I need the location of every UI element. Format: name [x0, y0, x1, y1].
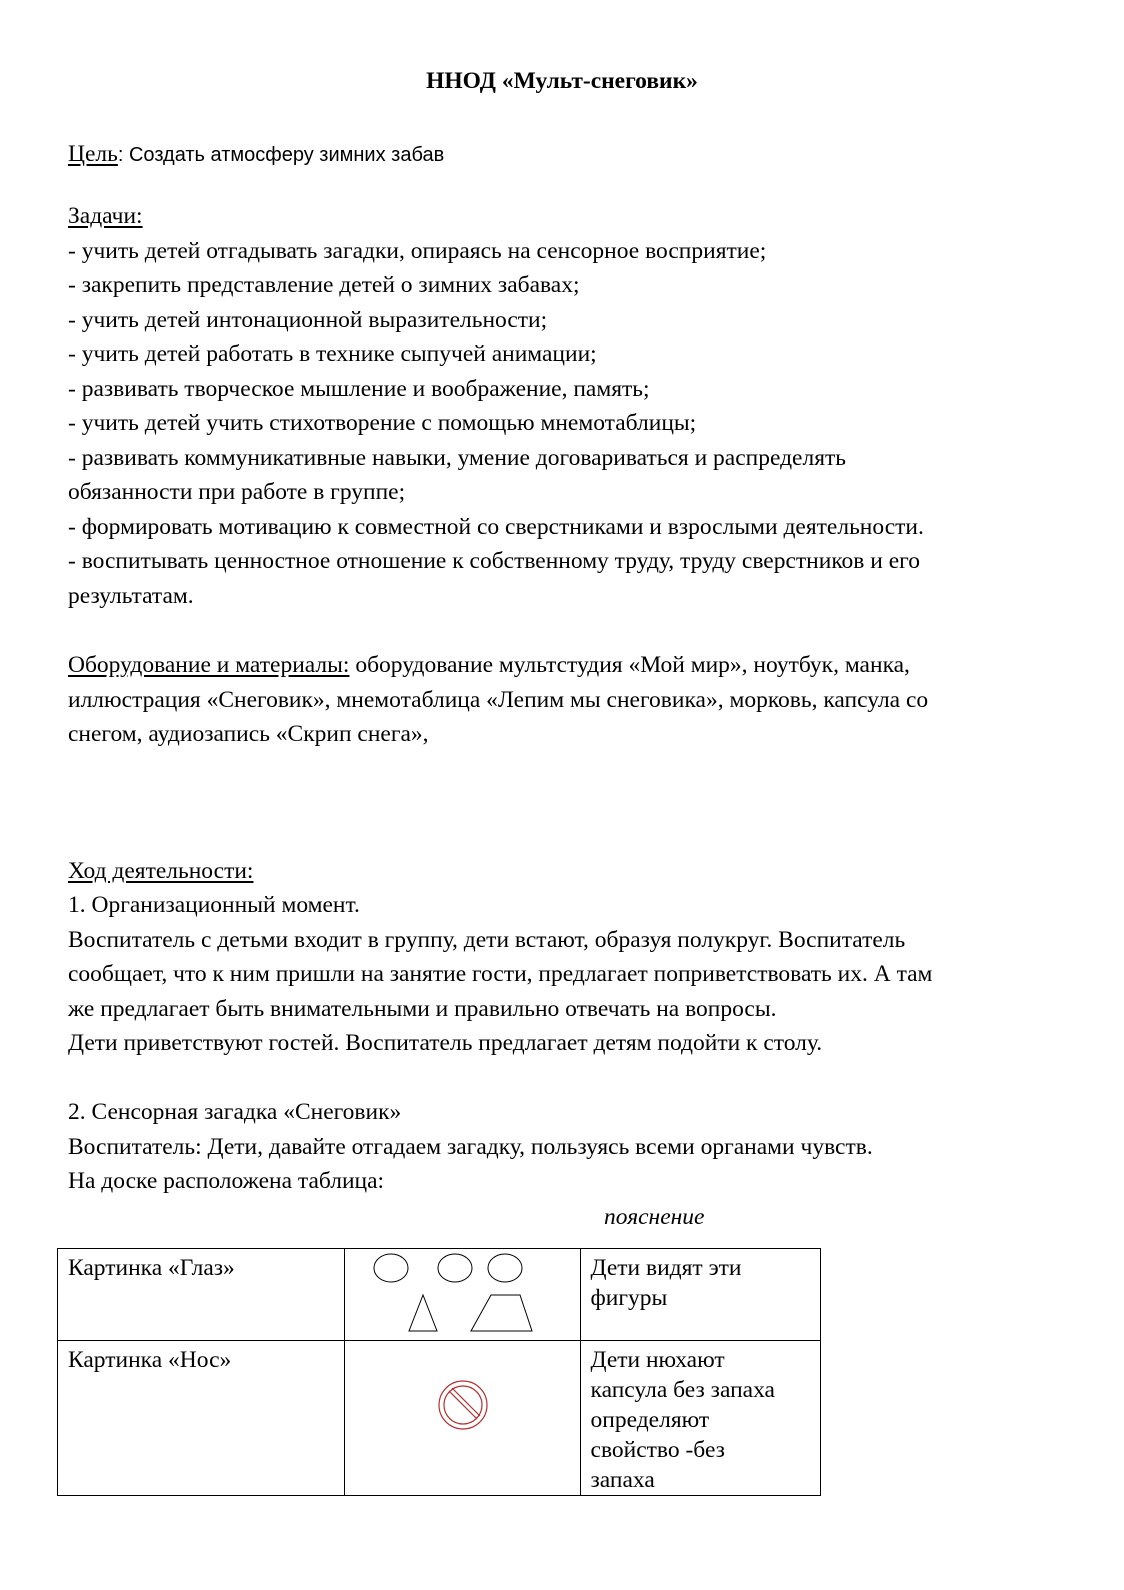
row-note — [580, 1249, 820, 1341]
table-caption: пояснение — [604, 1204, 705, 1230]
note-line: запаха — [590, 1467, 655, 1493]
task-item: - учить детей интонационной выразительности; — [68, 307, 548, 333]
geometric-shapes-icon — [345, 1249, 582, 1340]
row-label: Картинка «Глаз» — [58, 1249, 345, 1341]
document-title: ННОД «Мульт-снеговик» — [426, 68, 698, 94]
tasks-label: Задачи: — [68, 203, 143, 229]
row-note — [580, 1341, 820, 1496]
riddle-line: Воспитатель: Дети, давайте отгадаем загадку, пользуясь всеми органами чувств. — [68, 1134, 873, 1160]
activity-line: сообщает, что к ним пришли на занятие гости, предлагает поприветствовать их. А там — [68, 961, 933, 987]
row-picture — [345, 1341, 580, 1496]
note-line: фигуры — [590, 1285, 668, 1311]
task-item: - учить детей учить стихотворение с помощью мнемотаблицы; — [68, 410, 697, 436]
note-line: определяют — [590, 1407, 710, 1433]
task-item: - развивать творческое мышление и воображение, память; — [68, 376, 650, 402]
table-row — [58, 1249, 821, 1341]
task-item: - развивать коммуникативные навыки, умение договариваться и распределять — [68, 445, 846, 471]
table-row — [58, 1341, 821, 1496]
riddle-table — [57, 1248, 821, 1496]
goal-label: Цель — [68, 141, 118, 167]
note-line: Дети нюхают — [590, 1347, 725, 1373]
equipment-line: снегом, аудиозапись «Скрип снега», — [68, 721, 429, 747]
goal-line — [68, 140, 444, 169]
activity-line: 1. Организационный момент. — [68, 892, 360, 918]
activity-line: Воспитатель с детьми входит в группу, дети встают, образуя полукруг. Воспитатель — [68, 927, 906, 953]
task-item: - воспитывать ценностное отношение к собственному труду, труду сверстников и его — [68, 548, 920, 574]
task-item: - закрепить представление детей о зимних забавах; — [68, 272, 580, 298]
task-item: обязанности при работе в группе; — [68, 479, 406, 505]
equipment-line: иллюстрация «Снеговик», мнемотаблица «Лепим мы снеговика», морковь, капсула со — [68, 687, 929, 713]
activity-line: же предлагает быть внимательными и правильно отвечать на вопросы. — [68, 996, 777, 1022]
activity-label: Ход деятельности: — [68, 858, 254, 884]
activity-line: Дети приветствуют гостей. Воспитатель предлагает детям подойти к столу. — [68, 1030, 823, 1056]
row-label: Картинка «Нос» — [58, 1341, 345, 1496]
equipment-label: Оборудование и материалы: — [68, 652, 350, 678]
equipment-text: оборудование мультстудия «Мой мир», ноутбук, манка, — [349, 652, 910, 678]
goal-text: : Создать атмосферу зимних забав — [117, 144, 445, 166]
note-line: свойство -без — [590, 1437, 725, 1463]
row-picture — [345, 1249, 580, 1341]
riddle-heading: 2. Сенсорная загадка «Снеговик» — [68, 1099, 402, 1125]
task-item: - учить детей работать в технике сыпучей анимации; — [68, 341, 597, 367]
note-line: капсула без запаха — [590, 1377, 775, 1403]
note-line: Дети видят эти — [590, 1255, 742, 1281]
riddle-line: На доске расположена таблица: — [68, 1168, 385, 1194]
task-item: - учить детей отгадывать загадки, опираясь на сенсорное восприятие; — [68, 238, 767, 264]
task-item: результатам. — [68, 583, 194, 609]
task-item: - формировать мотивацию к совместной со сверстниками и взрослыми деятельности. — [68, 514, 924, 540]
no-smell-icon — [345, 1341, 582, 1492]
equipment-line — [68, 651, 910, 679]
